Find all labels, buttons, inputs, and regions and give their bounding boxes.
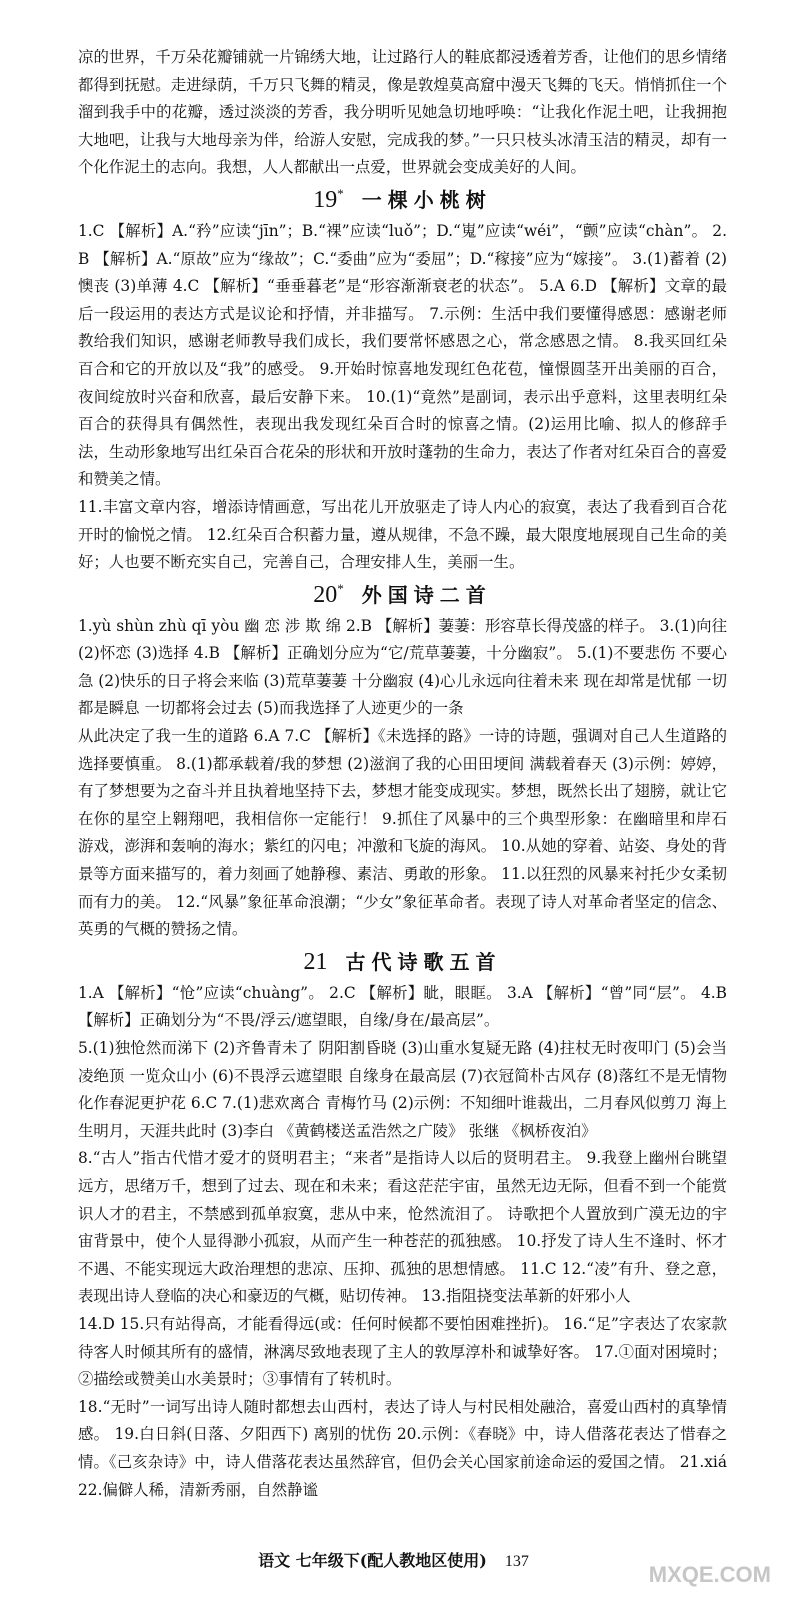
answer-paragraph: 5.(1)独怆然而涕下 (2)齐鲁青未了 阴阳割昏晓 (3)山重水复疑无路 (4)拄杖无时夜叩门 (5)会当凌绝顶 一览众山小 (6)不畏浮云遮望眼 自缘身在最高层 (7)衣冠简朴古风存 (8)落红不是无情物 化作春泥更护花 6.C 7.(1)悲欢离合 青梅竹马 (2)示例：不知细叶谁裁出，二月春风似剪刀 海上生明月，天涯共此时 (3)李白 《黄鹤楼送孟浩然之广陵》 张继 《枫桥夜泊》 [78,1039,727,1140]
section-number: 19* [313,185,344,213]
intro-paragraph: 凉的世界，千万朵花瓣铺就一片锦绣大地，让过路行人的鞋底都浸透着芳香，让他们的思乡情绪都得到抚慰。走进绿荫，千万只飞舞的精灵，像是敦煌莫高窟中漫天飞舞的飞天。悄悄抓住一个溜到我手中的花瓣，透过淡淡的芳香，我分明听见她急切地呼唤：“让我化作泥土吧，让我拥抱大地吧，让我与大地母亲为伴，给游人安慰，完成我的梦。”一只只枝头冰清玉洁的精灵，却有一个化作泥土的志向。我想，人人都献出一点爱，世界就会变成美好的人间。 [78,48,727,177]
section-title: 外国诗二首 [361,582,492,607]
answer-paragraph: 8.“古人”指古代惜才爱才的贤明君主；“来者”是指诗人以后的贤明君主。 9.我登上幽州台眺望远方，思绪万千，想到了过去、现在和未来；看这茫茫宇宙，虽然无边无际，但看不到一个能赏识人才的君主，不禁感到孤单寂寞，悲从中来，怆然流泪了。 诗歌把个人置放到广漠无边的宇宙背景中，使个人显得渺小孤寂，从而产生一种苍茫的孤独感。 10.抒发了诗人生不逢时、怀才不遇、不能实现远大政治理想的悲凉、压抑、孤独的思想情感。 11.C 12.“凌”有升、登之意，表现出诗人登临的决心和豪迈的气概，贴切传神。 13.指阻挠变法革新的奸邪小人 [78,1149,727,1306]
section-number: 21 [303,948,328,975]
answer-paragraph: 18.“无时”一词写出诗人随时都想去山西村，表达了诗人与村民相处融洽，喜爱山西村的真挚情感。 19.白日斜(日落、夕阳西下) 离别的忧伤 20.示例：《春晓》中，诗人借落花表达了惜春之情。《己亥杂诗》中，诗人借落花表达虽然辞官，但仍会关心国家前途命运的爱国之情。 21.xiá 22.偏僻人稀，清新秀丽，自然静谧 [78,1397,727,1499]
section-title: 一棵小桃树 [361,187,492,212]
section-heading [78,946,727,976]
section-heading [78,579,727,609]
answer-paragraph: 从此决定了我一生的道路 6.A 7.C 【解析】《未选择的路》一诗的诗题，强调对自己人生道路的选择要慎重。 8.(1)都承载着/我的梦想 (2)滋润了我的心田田埂间 满载着春天 (3)示例：婷婷，有了梦想要为之奋斗并且执着地坚持下去，梦想才能变成现实。梦想，既然长出了翅膀，就让它在你的星空上翱翔吧，我相信你一定能行！ 9.抓住了风暴中的三个典型形象：在幽暗里和岸石游戏，澎湃和轰响的海水；紫红的闪电；冲激和飞旋的海风。 10.从她的穿着、站姿、身处的背景等方面来描写的，着力刻画了她静穆、素洁、勇敢的形象。 11.以狂烈的风暴来衬托少女柔韧而有力的美。 12.“风暴”象征革命浪潮；“少女”象征革命者。表现了诗人对革命者坚定的信念、英勇的气概的赞扬之情。 [78,727,727,939]
section-21 [78,946,727,1504]
footer-subject: 语文 七年级下(配人教地区使用) [258,1551,487,1570]
section-number: 20* [313,580,344,608]
section-heading [78,184,727,214]
answer-paragraph: 1.A 【解析】“怆”应读“chuàng”。 2.C 【解析】眦，眼眶。 3.A 【解析】“曾”同“层”。 4.B 【解析】正确划分为“不畏/浮云/遮望眼，自缘/身在/最高层”。 [78,983,727,1030]
answer-paragraph: 11.丰富文章内容，增添诗情画意，写出花儿开放驱走了诗人内心的寂寞，表达了我看到百合花开时的愉悦之情。 12.红朵百合积蓄力量，遵从规律，不急不躁，最大限度地展现自己生命的美好；人也要不断充实自己，完善自己，合理安排人生，美丽一生。 [78,497,727,572]
watermark-logo: MXQE.COM [648,1562,771,1587]
answer-paragraph: 1.C 【解析】A.“矜”应读“jīn”；B.“裸”应读“luǒ”；D.“嵬”应读“wéi”，“颤”应读“chàn”。 2.B 【解析】A.“原故”应为“缘故”；C.“委曲”应为“委屈”；D.“稼接”应为“嫁接”。 3.(1)蓄着 (2)懊丧 (3)单薄 4.C 【解析】“垂垂暮老”是“形容渐渐衰老的状态”。 5.A 6.D 【解析】文章的最后一段运用的表达方式是议论和抒情，并非描写。 7.示例：生活中我们要懂得感恩：感谢老师教给我们知识，感谢老师教导我们成长，我们要常怀感恩之心，常念感恩之情。 8.我买回红朵百合和它的开放以及“我”的感受。 9.开始时惊喜地发现红色花苞，憧憬圆茎开出美丽的百合，夜间绽放时兴奋和欣喜，最后安静下来。 10.(1)“竟然”是副词，表示出乎意料，这里表明红朵百合的获得具有偶然性，表现出我发现红朵百合时的惊喜之情。(2)运用比喻、拟人的修辞手法，生动形象地写出红朵百合花朵的形状和开放时蓬勃的生命力，表达了作者对红朵百合的喜爱和赞美之情。 [78,221,727,489]
section-title: 古代诗歌五首 [345,949,502,974]
answer-paragraph: 1.yù shùn zhù qī yòu 幽 恋 涉 欺 绵 2.B 【解析】萋萋：形容草长得茂盛的样子。 3.(1)向往 (2)怀恋 (3)选择 4.B 【解析】正确划分应为“它/荒草萋萋，十分幽寂”。 5.(1)不要悲伤 不要心急 (2)快乐的日子将会来临 (3)荒草萋萋 十分幽寂 (4)心儿永远向往着未来 现在却常是忧郁 一切都是瞬息 一切都将会过去 (5)而我选择了人迹更少的一条 [78,616,727,718]
section-19 [78,184,727,577]
answer-paragraph: 14.D 15.只有站得高，才能看得远(或：任何时候都不要怕困难挫折)。 16.“足”字表达了农家款待客人时倾其所有的盛情，淋漓尽致地表现了主人的敦厚淳朴和诚挚好客。 17.①面对困境时；②描绘或赞美山水美景时；③事情有了转机时。 [78,1314,727,1389]
page-number: 137 [504,1553,529,1570]
section-20 [78,579,727,944]
